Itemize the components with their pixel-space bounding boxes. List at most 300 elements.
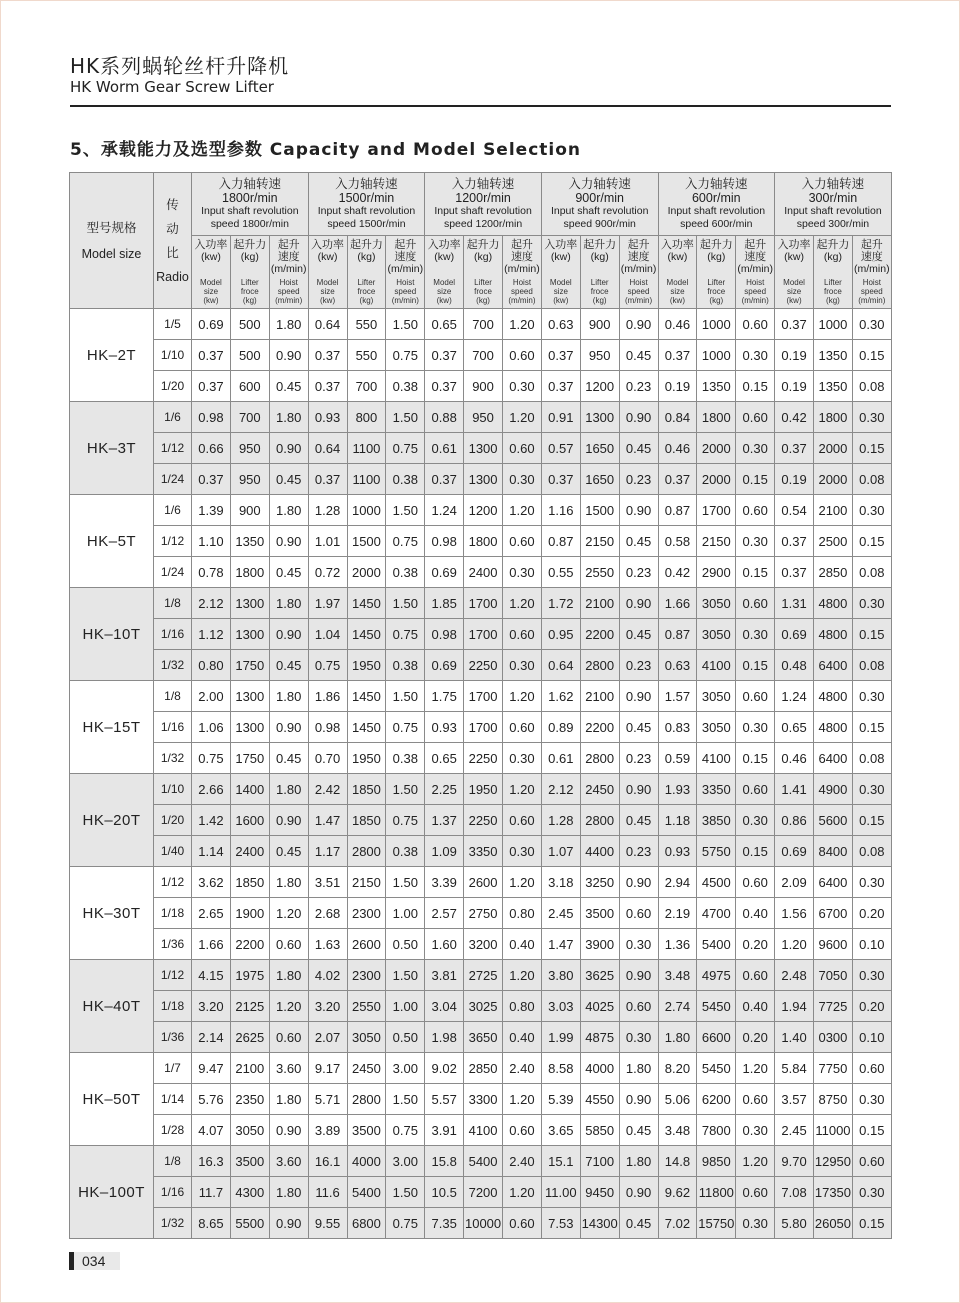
sub-header-en-1: Lifter bbox=[240, 278, 259, 287]
model-cell: HK–5T bbox=[70, 495, 154, 588]
value-cell: 3.65 bbox=[541, 1115, 580, 1146]
value-cell: 0.37 bbox=[192, 464, 231, 495]
sub-header-unit: (m/min) bbox=[387, 263, 424, 275]
value-cell: 0.60 bbox=[736, 402, 775, 433]
sub-column-header bbox=[619, 236, 658, 309]
speed-header-en-2: speed 600r/min bbox=[680, 218, 753, 230]
value-cell: 6400 bbox=[814, 867, 853, 898]
sub-header-en-1: Model bbox=[549, 278, 572, 287]
value-cell: 11.6 bbox=[308, 1177, 347, 1208]
value-cell: 5.57 bbox=[425, 1084, 464, 1115]
sub-header-spacer bbox=[425, 263, 463, 275]
ratio-header-cn-2: 动 bbox=[166, 221, 179, 236]
value-cell: 14300 bbox=[580, 1208, 619, 1239]
value-cell: 1.93 bbox=[658, 774, 697, 805]
sub-header-en-3: (m/min) bbox=[391, 296, 419, 305]
value-cell: 0.20 bbox=[736, 1022, 775, 1053]
sub-header-en-2: speed bbox=[860, 287, 883, 296]
value-cell: 1.50 bbox=[386, 960, 425, 991]
value-cell: 1.20 bbox=[736, 1053, 775, 1084]
sub-header-en-2: size bbox=[786, 287, 802, 296]
value-cell: 1.01 bbox=[308, 526, 347, 557]
value-cell: 2400 bbox=[464, 557, 503, 588]
value-cell: 9850 bbox=[697, 1146, 736, 1177]
value-cell: 2.40 bbox=[503, 1053, 542, 1084]
value-cell: 9450 bbox=[580, 1177, 619, 1208]
value-cell: 0.38 bbox=[386, 836, 425, 867]
sub-header-unit: (kw) bbox=[434, 251, 455, 263]
value-cell: 1.16 bbox=[541, 495, 580, 526]
value-cell: 0.30 bbox=[503, 743, 542, 774]
value-cell: 2350 bbox=[230, 1084, 269, 1115]
value-cell: 0.83 bbox=[658, 712, 697, 743]
speed-group-header bbox=[308, 173, 425, 236]
sub-header-en-2: froce bbox=[240, 287, 259, 296]
value-cell: 1.24 bbox=[775, 681, 814, 712]
value-cell: 2.12 bbox=[541, 774, 580, 805]
speed-header-cn: 入力轴转速 bbox=[801, 177, 865, 191]
value-cell: 3050 bbox=[347, 1022, 386, 1053]
value-cell: 0.90 bbox=[619, 402, 658, 433]
value-cell: 0.15 bbox=[852, 619, 891, 650]
value-cell: 1350 bbox=[814, 340, 853, 371]
value-cell: 2800 bbox=[580, 650, 619, 681]
value-cell: 0.30 bbox=[852, 774, 891, 805]
value-cell: 1300 bbox=[230, 681, 269, 712]
sub-header-spacer bbox=[464, 263, 502, 275]
value-cell: 0.75 bbox=[308, 650, 347, 681]
value-cell: 1.80 bbox=[269, 495, 308, 526]
value-cell: 2100 bbox=[580, 588, 619, 619]
table-row bbox=[70, 774, 892, 805]
table-row bbox=[70, 309, 892, 340]
value-cell: 3900 bbox=[580, 929, 619, 960]
value-cell: 0.60 bbox=[503, 433, 542, 464]
value-cell: 0.30 bbox=[852, 402, 891, 433]
value-cell: 14.8 bbox=[658, 1146, 697, 1177]
sub-column-header bbox=[347, 236, 386, 309]
value-cell: 0.15 bbox=[852, 1115, 891, 1146]
value-cell: 0.66 bbox=[192, 433, 231, 464]
value-cell: 0.69 bbox=[425, 650, 464, 681]
value-cell: 0.69 bbox=[425, 557, 464, 588]
value-cell: 0.15 bbox=[852, 805, 891, 836]
value-cell: 16.3 bbox=[192, 1146, 231, 1177]
speed-header-en-1: Input shaft revolution bbox=[667, 205, 766, 217]
value-cell: 0.55 bbox=[541, 557, 580, 588]
table-row bbox=[70, 991, 892, 1022]
value-cell: 5450 bbox=[697, 991, 736, 1022]
value-cell: 7100 bbox=[580, 1146, 619, 1177]
value-cell: 0.30 bbox=[503, 371, 542, 402]
value-cell: 0.80 bbox=[503, 898, 542, 929]
value-cell: 0.30 bbox=[503, 650, 542, 681]
value-cell: 0.20 bbox=[852, 991, 891, 1022]
value-cell: 1300 bbox=[580, 402, 619, 433]
value-cell: 0.40 bbox=[736, 991, 775, 1022]
value-cell: 1.20 bbox=[503, 588, 542, 619]
value-cell: 1950 bbox=[464, 774, 503, 805]
value-cell: 2.14 bbox=[192, 1022, 231, 1053]
sub-header-en-3: (kw) bbox=[203, 296, 219, 305]
value-cell: 3500 bbox=[347, 1115, 386, 1146]
sub-header-en-3: (m/min) bbox=[508, 296, 536, 305]
value-cell: 1.47 bbox=[308, 805, 347, 836]
value-cell: 2200 bbox=[580, 619, 619, 650]
value-cell: 0.60 bbox=[736, 774, 775, 805]
sub-header-en-1: Hoist bbox=[746, 278, 765, 287]
value-cell: 0.60 bbox=[503, 340, 542, 371]
value-cell: 3200 bbox=[464, 929, 503, 960]
value-cell: 0.72 bbox=[308, 557, 347, 588]
value-cell: 0.15 bbox=[736, 464, 775, 495]
value-cell: 2000 bbox=[814, 464, 853, 495]
value-cell: 1.20 bbox=[269, 991, 308, 1022]
value-cell: 0.86 bbox=[775, 805, 814, 836]
value-cell: 0.95 bbox=[541, 619, 580, 650]
sub-header-en-3: (kg) bbox=[592, 296, 607, 305]
table-row bbox=[70, 433, 892, 464]
sub-header-unit: (kw) bbox=[317, 251, 338, 263]
value-cell: 0.23 bbox=[619, 371, 658, 402]
ratio-header-en: Radio bbox=[156, 269, 189, 284]
sub-header-spacer bbox=[775, 263, 813, 275]
sub-header-cn: 入功率 bbox=[311, 239, 345, 251]
value-cell: 3050 bbox=[697, 681, 736, 712]
value-cell: 1.50 bbox=[386, 588, 425, 619]
sub-header-unit: (kg) bbox=[707, 251, 726, 263]
value-cell: 5.80 bbox=[775, 1208, 814, 1239]
sub-header-en-3: (m/min) bbox=[625, 296, 653, 305]
value-cell: 1200 bbox=[464, 495, 503, 526]
value-cell: 1.04 bbox=[308, 619, 347, 650]
value-cell: 2.42 bbox=[308, 774, 347, 805]
value-cell: 0.37 bbox=[192, 340, 231, 371]
value-cell: 1000 bbox=[697, 309, 736, 340]
value-cell: 1850 bbox=[347, 805, 386, 836]
sub-header-spacer bbox=[581, 263, 619, 275]
value-cell: 1500 bbox=[347, 526, 386, 557]
value-cell: 9.17 bbox=[308, 1053, 347, 1084]
sub-header-cn: 起升力 bbox=[233, 239, 267, 251]
value-cell: 0.45 bbox=[619, 619, 658, 650]
sub-header-cn: 起升 bbox=[510, 239, 533, 251]
sub-header-cn-2: 速度 bbox=[510, 251, 533, 263]
value-cell: 1.75 bbox=[425, 681, 464, 712]
ratio-cell: 1/16 bbox=[154, 712, 192, 743]
value-cell: 4875 bbox=[580, 1022, 619, 1053]
ratio-cell: 1/24 bbox=[154, 557, 192, 588]
value-cell: 0.37 bbox=[541, 340, 580, 371]
sub-header-unit: (m/min) bbox=[737, 263, 773, 275]
sub-header-en-1: Hoist bbox=[512, 278, 532, 287]
value-cell: 8400 bbox=[814, 836, 853, 867]
sub-column-header bbox=[814, 236, 853, 309]
value-cell: 0.19 bbox=[775, 371, 814, 402]
value-cell: 3500 bbox=[230, 1146, 269, 1177]
sub-column-header bbox=[464, 236, 503, 309]
table-row bbox=[70, 464, 892, 495]
value-cell: 1600 bbox=[230, 805, 269, 836]
value-cell: 3025 bbox=[464, 991, 503, 1022]
value-cell: 0.30 bbox=[852, 309, 891, 340]
value-cell: 2500 bbox=[814, 526, 853, 557]
value-cell: 4100 bbox=[464, 1115, 503, 1146]
sub-header-en-2: size bbox=[203, 287, 219, 296]
value-cell: 4800 bbox=[814, 681, 853, 712]
value-cell: 0.46 bbox=[658, 309, 697, 340]
value-cell: 2400 bbox=[230, 836, 269, 867]
sub-column-header bbox=[775, 236, 814, 309]
value-cell: 1.66 bbox=[658, 588, 697, 619]
value-cell: 1450 bbox=[347, 681, 386, 712]
value-cell: 3.03 bbox=[541, 991, 580, 1022]
speed-header-rpm: 1500r/min bbox=[338, 191, 395, 205]
speed-header-rpm: 1200r/min bbox=[455, 191, 511, 205]
value-cell: 0.45 bbox=[269, 557, 308, 588]
value-cell: 0.60 bbox=[269, 1022, 308, 1053]
value-cell: 1.50 bbox=[386, 1084, 425, 1115]
value-cell: 0.37 bbox=[775, 526, 814, 557]
value-cell: 0.78 bbox=[192, 557, 231, 588]
value-cell: 2250 bbox=[464, 743, 503, 774]
value-cell: 0.08 bbox=[852, 743, 891, 774]
speed-header-en-2: speed 1500r/min bbox=[327, 218, 406, 230]
value-cell: 0.38 bbox=[386, 557, 425, 588]
value-cell: 0.30 bbox=[736, 712, 775, 743]
value-cell: 0.61 bbox=[541, 743, 580, 774]
value-cell: 0.30 bbox=[736, 619, 775, 650]
speed-header-rpm: 600r/min bbox=[691, 191, 741, 205]
value-cell: 2625 bbox=[230, 1022, 269, 1053]
sub-header-en-2: froce bbox=[474, 287, 492, 296]
value-cell: 2.74 bbox=[658, 991, 697, 1022]
value-cell: 15750 bbox=[697, 1208, 736, 1239]
value-cell: 0.87 bbox=[541, 526, 580, 557]
value-cell: 1500 bbox=[580, 495, 619, 526]
value-cell: 0.75 bbox=[192, 743, 231, 774]
sub-column-header bbox=[697, 236, 736, 309]
value-cell: 0.30 bbox=[503, 464, 542, 495]
sub-header-cn: 起升 bbox=[744, 239, 767, 251]
value-cell: 8.65 bbox=[192, 1208, 231, 1239]
sub-header-unit: (kg) bbox=[590, 251, 609, 263]
value-cell: 0.08 bbox=[852, 836, 891, 867]
value-cell: 1100 bbox=[347, 433, 386, 464]
value-cell: 0.45 bbox=[269, 650, 308, 681]
value-cell: 1.94 bbox=[775, 991, 814, 1022]
value-cell: 0.60 bbox=[269, 929, 308, 960]
value-cell: 0.19 bbox=[775, 340, 814, 371]
value-cell: 0.60 bbox=[736, 867, 775, 898]
value-cell: 2000 bbox=[697, 464, 736, 495]
value-cell: 0.75 bbox=[386, 433, 425, 464]
ratio-cell: 1/8 bbox=[154, 1146, 192, 1177]
speed-header-rpm: 300r/min bbox=[808, 191, 858, 205]
value-cell: 0.30 bbox=[503, 557, 542, 588]
value-cell: 2.09 bbox=[775, 867, 814, 898]
value-cell: 0.75 bbox=[386, 805, 425, 836]
value-cell: 1.20 bbox=[269, 898, 308, 929]
value-cell: 0.75 bbox=[386, 1208, 425, 1239]
ratio-cell: 1/18 bbox=[154, 991, 192, 1022]
value-cell: 600 bbox=[230, 371, 269, 402]
value-cell: 1850 bbox=[347, 774, 386, 805]
sub-header-en-1: Lifter bbox=[824, 278, 842, 287]
value-cell: 0.60 bbox=[503, 712, 542, 743]
value-cell: 9.62 bbox=[658, 1177, 697, 1208]
value-cell: 0.87 bbox=[658, 619, 697, 650]
value-cell: 0.60 bbox=[736, 588, 775, 619]
ratio-header bbox=[154, 173, 192, 309]
value-cell: 1450 bbox=[347, 619, 386, 650]
value-cell: 1.80 bbox=[269, 774, 308, 805]
sub-header-en-2: froce bbox=[590, 287, 609, 296]
value-cell: 1.20 bbox=[503, 774, 542, 805]
value-cell: 12950 bbox=[814, 1146, 853, 1177]
value-cell: 0.45 bbox=[619, 433, 658, 464]
value-cell: 1.80 bbox=[269, 309, 308, 340]
sub-header-en-3: (kg) bbox=[476, 296, 490, 305]
value-cell: 4700 bbox=[697, 898, 736, 929]
sub-header-unit: (kg) bbox=[240, 251, 259, 263]
table-row bbox=[70, 495, 892, 526]
value-cell: 500 bbox=[230, 340, 269, 371]
value-cell: 7.53 bbox=[541, 1208, 580, 1239]
value-cell: 0300 bbox=[814, 1022, 853, 1053]
sub-header-cn-2: 速度 bbox=[627, 251, 650, 263]
value-cell: 4400 bbox=[580, 836, 619, 867]
value-cell: 1350 bbox=[814, 371, 853, 402]
ratio-cell: 1/16 bbox=[154, 1177, 192, 1208]
sub-column-header bbox=[269, 236, 308, 309]
value-cell: 1950 bbox=[347, 743, 386, 774]
value-cell: 0.40 bbox=[503, 929, 542, 960]
value-cell: 2600 bbox=[347, 929, 386, 960]
value-cell: 0.30 bbox=[852, 588, 891, 619]
value-cell: 0.45 bbox=[619, 1115, 658, 1146]
value-cell: 4100 bbox=[697, 743, 736, 774]
value-cell: 2000 bbox=[697, 433, 736, 464]
table-row bbox=[70, 1177, 892, 1208]
value-cell: 0.60 bbox=[619, 898, 658, 929]
value-cell: 1000 bbox=[697, 340, 736, 371]
value-cell: 7.35 bbox=[425, 1208, 464, 1239]
value-cell: 3.18 bbox=[541, 867, 580, 898]
value-cell: 0.98 bbox=[192, 402, 231, 433]
value-cell: 2150 bbox=[347, 867, 386, 898]
value-cell: 0.90 bbox=[269, 712, 308, 743]
value-cell: 7800 bbox=[697, 1115, 736, 1146]
value-cell: 6400 bbox=[814, 743, 853, 774]
value-cell: 0.90 bbox=[269, 526, 308, 557]
speed-group-header bbox=[658, 173, 775, 236]
speed-header-en-1: Input shaft revolution bbox=[784, 205, 882, 217]
ratio-cell: 1/7 bbox=[154, 1053, 192, 1084]
value-cell: 0.15 bbox=[736, 743, 775, 774]
value-cell: 0.37 bbox=[308, 371, 347, 402]
value-cell: 17350 bbox=[814, 1177, 853, 1208]
value-cell: 1.80 bbox=[269, 681, 308, 712]
value-cell: 0.60 bbox=[503, 526, 542, 557]
value-cell: 0.30 bbox=[852, 1084, 891, 1115]
value-cell: 3.00 bbox=[386, 1053, 425, 1084]
value-cell: 0.60 bbox=[736, 309, 775, 340]
value-cell: 0.60 bbox=[736, 681, 775, 712]
value-cell: 0.45 bbox=[269, 836, 308, 867]
value-cell: 0.70 bbox=[308, 743, 347, 774]
value-cell: 0.90 bbox=[619, 1084, 658, 1115]
value-cell: 1.80 bbox=[269, 402, 308, 433]
value-cell: 0.64 bbox=[308, 309, 347, 340]
value-cell: 3050 bbox=[697, 712, 736, 743]
value-cell: 0.45 bbox=[619, 1208, 658, 1239]
value-cell: 1.50 bbox=[386, 1177, 425, 1208]
value-cell: 0.90 bbox=[269, 1115, 308, 1146]
value-cell: 1650 bbox=[580, 433, 619, 464]
value-cell: 700 bbox=[464, 309, 503, 340]
value-cell: 2.19 bbox=[658, 898, 697, 929]
sub-header-en-1: Model bbox=[433, 278, 456, 287]
value-cell: 8.58 bbox=[541, 1053, 580, 1084]
value-cell: 1800 bbox=[697, 402, 736, 433]
value-cell: 2000 bbox=[814, 433, 853, 464]
value-cell: 3050 bbox=[697, 588, 736, 619]
sub-header-en-3: (kg) bbox=[359, 296, 374, 305]
sub-header-spacer bbox=[192, 263, 230, 275]
value-cell: 10.5 bbox=[425, 1177, 464, 1208]
value-cell: 0.37 bbox=[658, 464, 697, 495]
sub-header-en-1: Lifter bbox=[474, 278, 492, 287]
table-row bbox=[70, 1022, 892, 1053]
value-cell: 4000 bbox=[580, 1053, 619, 1084]
sub-header-en-1: Hoist bbox=[279, 278, 298, 287]
value-cell: 1300 bbox=[230, 712, 269, 743]
value-cell: 0.30 bbox=[736, 805, 775, 836]
ratio-cell: 1/24 bbox=[154, 464, 192, 495]
value-cell: 3.04 bbox=[425, 991, 464, 1022]
value-cell: 900 bbox=[580, 309, 619, 340]
speed-group-header bbox=[425, 173, 542, 236]
value-cell: 5.71 bbox=[308, 1084, 347, 1115]
value-cell: 3.57 bbox=[775, 1084, 814, 1115]
value-cell: 5400 bbox=[347, 1177, 386, 1208]
sub-header-unit: (kw) bbox=[201, 251, 221, 263]
value-cell: 0.42 bbox=[658, 557, 697, 588]
value-cell: 0.93 bbox=[658, 836, 697, 867]
value-cell: 2100 bbox=[814, 495, 853, 526]
value-cell: 2100 bbox=[580, 681, 619, 712]
ratio-cell: 1/32 bbox=[154, 743, 192, 774]
value-cell: 1750 bbox=[230, 650, 269, 681]
value-cell: 3250 bbox=[580, 867, 619, 898]
value-cell: 900 bbox=[230, 495, 269, 526]
value-cell: 1.20 bbox=[775, 929, 814, 960]
value-cell: 2.65 bbox=[192, 898, 231, 929]
speed-header-cn: 入力轴转速 bbox=[568, 177, 631, 191]
value-cell: 0.84 bbox=[658, 402, 697, 433]
speed-header-rpm: 1800r/min bbox=[222, 191, 278, 205]
speed-header-cn: 入力轴转速 bbox=[451, 177, 515, 191]
speed-header-en-2: speed 300r/min bbox=[796, 218, 870, 230]
value-cell: 0.75 bbox=[386, 619, 425, 650]
value-cell: 2.68 bbox=[308, 898, 347, 929]
header-row-speeds bbox=[70, 173, 892, 236]
value-cell: 0.48 bbox=[775, 650, 814, 681]
sub-header-cn: 入功率 bbox=[194, 239, 228, 251]
value-cell: 5.76 bbox=[192, 1084, 231, 1115]
value-cell: 0.90 bbox=[619, 960, 658, 991]
